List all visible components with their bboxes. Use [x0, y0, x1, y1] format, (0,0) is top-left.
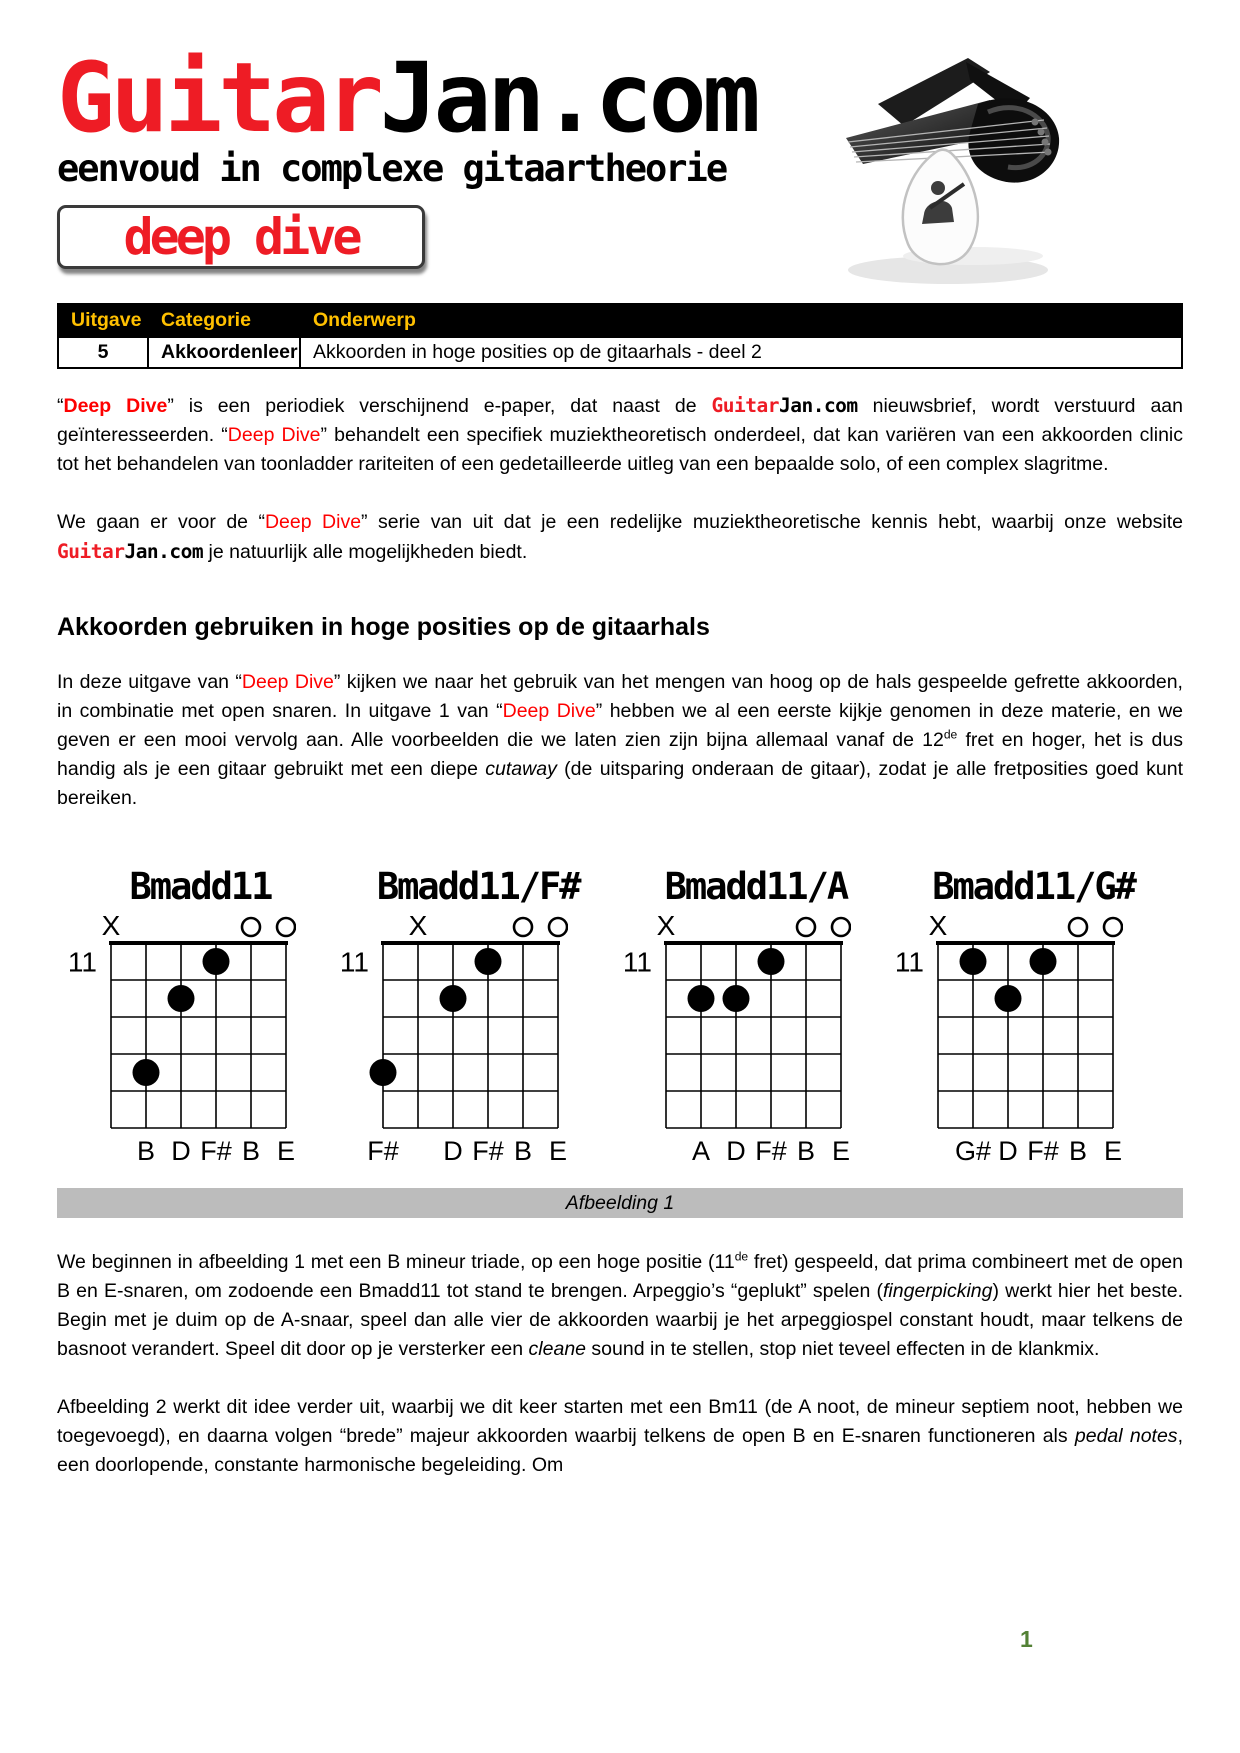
- text-run: , een doorlopende, constante harmonische begeleiding. Om: [57, 1424, 1183, 1476]
- column-header-uitgave: Uitgave: [58, 304, 148, 337]
- chord-title: Bmadd11/A: [664, 864, 848, 908]
- chord-title: Bmadd11: [129, 864, 272, 908]
- topic-paragraph: [57, 668, 1183, 813]
- open-string-marker: [1104, 918, 1122, 936]
- table-row: [58, 337, 1182, 368]
- text-run: sound in te stellen, stop niet teveel effecten in de klankmix.: [586, 1337, 1100, 1360]
- note-label: E: [832, 1135, 851, 1166]
- open-string-marker: [242, 918, 260, 936]
- text-run: We gaan er voor de “: [57, 510, 265, 533]
- note-label: D: [171, 1135, 191, 1166]
- text-run: cleane: [528, 1337, 587, 1360]
- chord-diagram-1: [65, 864, 296, 1170]
- text-run: nieuwsbrief, wordt verstuurd aan geïnteresseerden. “: [57, 394, 1183, 446]
- finger-dot: [758, 948, 785, 975]
- open-string-marker: [549, 918, 567, 936]
- issue-number: 5: [58, 337, 148, 368]
- fret-position-label: 11: [895, 946, 925, 978]
- text-run: cutaway: [485, 757, 557, 780]
- text-run: pedal notes: [1074, 1424, 1178, 1447]
- explanation-paragraph: [57, 1248, 1183, 1364]
- muted-string-marker: X: [101, 909, 121, 941]
- assumption-paragraph: [57, 508, 1183, 567]
- finger-dot: [960, 948, 987, 975]
- note-label: F#: [472, 1135, 504, 1166]
- note-label: B: [797, 1135, 816, 1166]
- text-run: Deep Dive: [63, 394, 168, 417]
- chord-grid: [337, 909, 568, 1170]
- text-run: de: [734, 1249, 749, 1264]
- section-heading: Akkoorden gebruiken in hoge posities op de gitaarhals: [57, 612, 710, 641]
- logo-guitar-text: Guitar: [57, 42, 380, 154]
- category-value: Akkoordenleer: [148, 337, 300, 368]
- text-run: In deze uitgave van “: [57, 670, 242, 693]
- chord-grid: [65, 909, 296, 1170]
- text-run: fret) gespeeld, dat prima combineert met de open B en E-snaren, om zodoende een Bmadd11 tot stand te brengen. Arpeggio’s “geplukt” spelen (: [57, 1250, 1183, 1302]
- text-run: ” serie van uit dat je een redelijke muziektheoretische kennis hebt, waarbij onze website: [361, 510, 1183, 533]
- page-number: 1: [1020, 1626, 1033, 1652]
- text-run: Guitar: [711, 393, 779, 417]
- deep-dive-label: deep dive: [123, 207, 359, 266]
- note-label: F#: [200, 1135, 232, 1166]
- text-run: Deep Dive: [264, 510, 362, 533]
- column-header-categorie: Categorie: [148, 304, 300, 337]
- text-run: Guitar: [57, 539, 125, 563]
- chord-diagram-4: [892, 864, 1135, 1170]
- open-string-marker: [277, 918, 295, 936]
- open-string-marker: [832, 918, 850, 936]
- text-run: Jan.com: [124, 539, 204, 563]
- finger-dot: [474, 948, 501, 975]
- text-run: ) werkt hier het beste. Begin met je duim op de A-snaar, speel dan alle vier de akkoorden waarbij je het arpeggiospel constant houdt, maar telkens de basnoot verandert. Speel dit door op je versterker een: [57, 1279, 1183, 1360]
- finger-dot: [723, 985, 750, 1012]
- note-label: B: [513, 1135, 532, 1166]
- finger-dot: [1030, 948, 1057, 975]
- text-run: Deep Dive: [227, 423, 321, 446]
- text-run: Deep Dive: [241, 670, 334, 693]
- text-run: ” hebben we al een eerste kijkje genomen in deze materie, en we geven er een mooi vervolg aan. Alle voorbeelden die we laten zien zijn bijna allemaal vanaf de 12: [57, 699, 1183, 751]
- open-string-marker: [1069, 918, 1087, 936]
- text-run: ” is een periodiek verschijnend e-paper, dat naast de: [167, 394, 712, 417]
- text-run: Deep Dive: [502, 699, 596, 722]
- chord-grid: [620, 909, 851, 1170]
- chord-title: Bmadd11/G#: [932, 864, 1135, 908]
- finger-dot: [439, 985, 466, 1012]
- table-header-row: [58, 304, 1182, 337]
- text-run: We beginnen in afbeelding 1 met een B mineur triade, op een hoge positie (11: [57, 1250, 735, 1273]
- note-label: E: [276, 1135, 296, 1166]
- text-run: de: [943, 727, 958, 742]
- text-run: je natuurlijk alle mogelijkheden biedt.: [203, 540, 528, 563]
- chord-diagram-2: [337, 864, 580, 1170]
- open-string-marker: [797, 918, 815, 936]
- guitar-and-pick-image: [818, 42, 1068, 297]
- muted-string-marker: X: [657, 909, 676, 941]
- note-label: F#: [755, 1135, 788, 1166]
- intro-paragraph: [57, 391, 1183, 479]
- next-figure-paragraph: [57, 1393, 1183, 1480]
- finger-dot: [369, 1059, 396, 1086]
- note-label: F#: [367, 1135, 399, 1166]
- text-run: ” behandelt een specifiek muziektheoretisch onderdeel, dat kan variëren van een akkoorden clinic tot het behandelen van toonladder rariteiten of een gedetailleerde uitleg van een bepaalde solo, of een complex slagritme.: [57, 423, 1184, 475]
- note-label: F#: [1027, 1135, 1059, 1166]
- note-label: B: [1069, 1135, 1088, 1166]
- finger-dot: [688, 985, 715, 1012]
- logo-jan-text: Jan.com: [379, 42, 757, 154]
- figure-caption: Afbeelding 1: [57, 1188, 1183, 1218]
- deep-dive-badge: [57, 205, 425, 269]
- chord-title: Bmadd11/F#: [376, 864, 580, 908]
- chord-grid: [892, 909, 1123, 1170]
- chord-diagram-3: [620, 864, 851, 1170]
- subject-value: Akkoorden in hoge posities op de gitaarhals - deel 2: [300, 337, 1182, 368]
- note-label: G#: [955, 1135, 992, 1166]
- text-run: “: [57, 394, 64, 417]
- note-label: E: [1104, 1135, 1123, 1166]
- issue-info-table: [57, 303, 1183, 369]
- chord-diagrams: [57, 842, 1183, 1170]
- text-run: Afbeelding 2 werkt dit idee verder uit, waarbij we dit keer starten met een Bm11 (de A noot, de mineur septiem noot, hebben we toegevoegd), en daarna volgen “brede” majeur akkoorden waarbij telkens de open B en E-snaren functioneren als: [57, 1395, 1183, 1447]
- open-string-marker: [514, 918, 532, 936]
- note-label: D: [726, 1135, 747, 1166]
- note-label: D: [998, 1135, 1018, 1166]
- tagline: eenvoud in complexe gitaartheorie: [57, 147, 727, 190]
- finger-dot: [133, 1059, 160, 1086]
- finger-dot: [203, 948, 230, 975]
- column-header-onderwerp: Onderwerp: [300, 304, 1182, 337]
- muted-string-marker: X: [408, 909, 428, 941]
- note-label: B: [241, 1135, 261, 1166]
- text-run: ” kijken we naar het gebruik van het mengen van hoog op de hals gespeelde gefrette akkoorden, in combinatie met open snaren. In uitgave 1 van “: [57, 670, 1183, 722]
- fret-position-label: 11: [67, 946, 97, 978]
- text-run: Jan.com: [778, 393, 858, 417]
- muted-string-marker: X: [928, 909, 948, 941]
- text-run: fingerpicking: [883, 1279, 993, 1302]
- note-label: E: [548, 1135, 567, 1166]
- text-run: (de uitsparing onderaan de gitaar), zodat je alle fretposities goed kunt bereiken.: [57, 757, 1183, 809]
- note-label: A: [692, 1135, 711, 1166]
- note-label: D: [443, 1135, 463, 1166]
- fret-position-label: 11: [339, 946, 369, 978]
- text-run: fret en hoger, het is dus handig als je een gitaar gebruikt met een diepe: [57, 728, 1183, 780]
- fret-position-label: 11: [623, 946, 653, 978]
- guitar-art-graphic: [818, 42, 1068, 297]
- finger-dot: [995, 985, 1022, 1012]
- finger-dot: [168, 985, 195, 1012]
- note-label: B: [136, 1135, 156, 1166]
